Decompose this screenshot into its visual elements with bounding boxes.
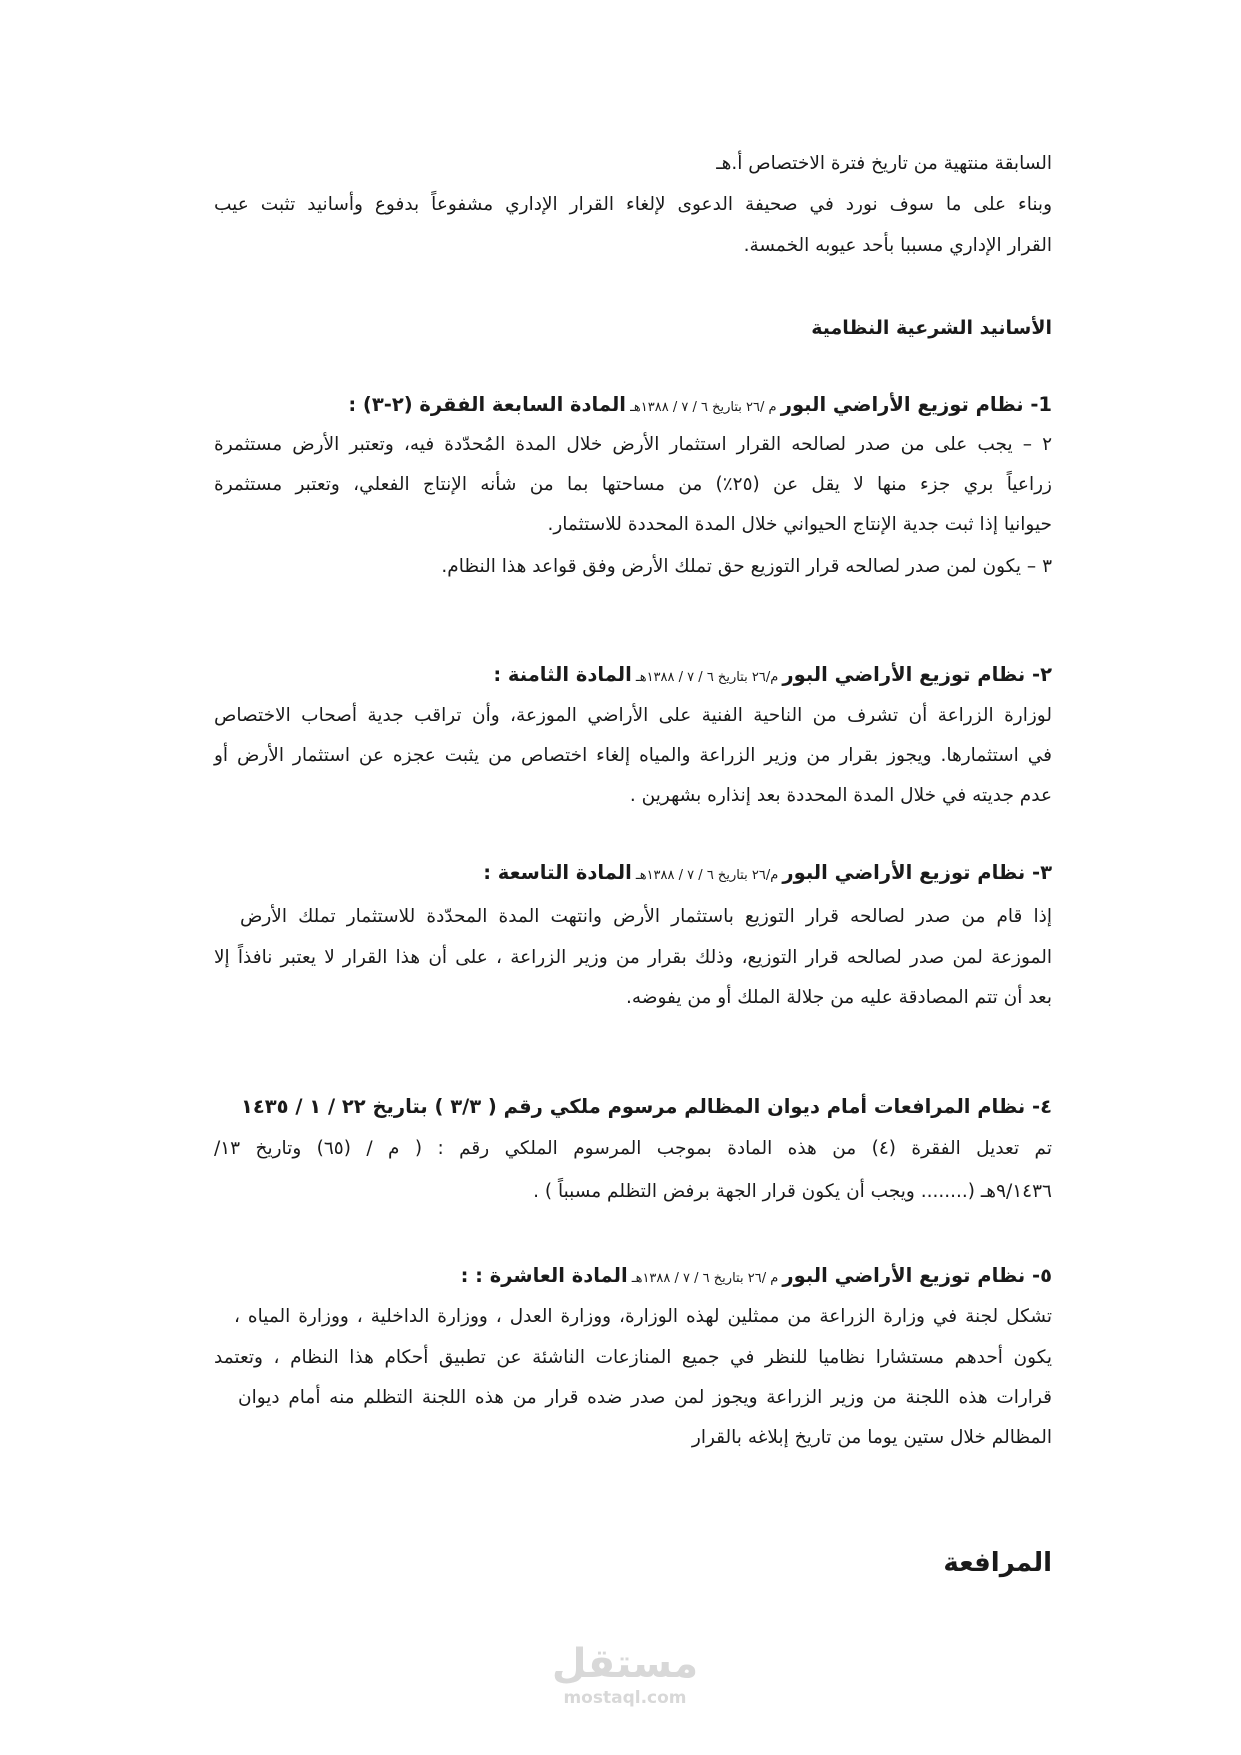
pleading-heading: المرافعة	[943, 1548, 1052, 1578]
section-title: ٤- نظام المرافعات أمام ديوان المظالم مرسوم ملكي رقم ( ٣/٣ ) بتاريخ ٢٢ / ١ / ١٤٣٥	[240, 1095, 1052, 1118]
text-line: زراعياً بري جزء منها لا يقل عن (٢٥٪) من مساحتها بما من شأنه الإنتاج الفعلي، وتعتبر مستثمرة	[214, 474, 1052, 495]
text-line: المظالم خلال ستين يوما من تاريخ إبلاغه بالقرار	[691, 1427, 1052, 1448]
text-line: ٣ – يكون لمن صدر لصالحه قرار التوزيع حق تملك الأرض وفق قواعد هذا النظام.	[441, 556, 1052, 577]
text-line: في استثمارها. ويجوز بقرار من وزير الزراعة والمياه إلغاء اختصاص من يثبت عجزه عن استثمار الأرض أو	[214, 745, 1052, 766]
text-line: تم تعديل الفقرة (٤) من هذه المادة بموجب المرسوم الملكي رقم : ( م / (٦٥) وتاريخ ١٣/	[214, 1138, 1052, 1159]
text-line: وبناء على ما سوف نورد في صحيفة الدعوى لإلغاء القرار الإداري مشفوعاً بدفوع وأسانيد تثبت عيب	[214, 194, 1052, 215]
text-line: الموزعة لمن صدر لصالحه قرار التوزيع، وذلك بقرار من وزير الزراعة ، على أن هذا القرار لا يعتبر نافذاً إلا	[214, 947, 1052, 968]
text-line: السابقة منتهية من تاريخ فترة الاختصاص أ.هـ	[716, 153, 1052, 174]
watermark-arabic: مستقل	[551, 1641, 699, 1687]
section-title: 1- نظام توزيع الأراضي البور	[780, 393, 1052, 416]
section-header	[214, 655, 1052, 695]
text-line: قرارات هذه اللجنة من وزير الزراعة ويجوز لمن صدر ضده قرار من هذه اللجنة التظلم منه أمام ديوان	[238, 1387, 1052, 1408]
text-line: إذا قام من صدر لصالحه قرار التوزيع باستثمار الأرض وانتهت المدة المحدّدة للاستثمار تملك الأرض	[240, 906, 1052, 927]
text-line: القرار الإداري مسببا بأحد عيوبه الخمسة.	[743, 235, 1052, 256]
article-label: المادة الثامنة :	[493, 663, 632, 686]
article-label: المادة العاشرة : :	[460, 1264, 628, 1287]
text-line: ٩/١٤٣٦هـ (........ ويجب أن يكون قرار الجهة برفض التظلم مسبباً ) .	[533, 1181, 1052, 1202]
law-reference: م/٢٦ بتاريخ ٦ / ٧ / ١٣٨٨هـ	[631, 670, 783, 685]
text-line: عدم جديته في خلال المدة المحددة بعد إنذاره بشهرين .	[629, 785, 1052, 806]
article-label: المادة السابعة الفقرة (٢-٣) :	[348, 393, 626, 416]
watermark-latin: mostaql.com	[563, 1688, 687, 1708]
mostaql-watermark-logo	[540, 1640, 710, 1708]
section-header	[214, 385, 1052, 425]
section-header	[214, 853, 1052, 893]
text-line: ٢ – يجب على من صدر لصالحه القرار استثمار الأرض خلال المدة المُحدّدة فيه، وتعتبر الأرض مستثمرة	[214, 434, 1052, 455]
text-line: بعد أن تتم المصادقة عليه من جلالة الملك أو من يفوضه.	[625, 987, 1052, 1008]
section-header	[214, 1256, 1052, 1296]
section-title: ٢- نظام توزيع الأراضي البور	[782, 663, 1052, 686]
text-line: لوزارة الزراعة أن تشرف من الناحية الفنية على الأراضي الموزعة، وأن تراقب جدية أصحاب الاختصاص	[214, 705, 1052, 726]
law-reference: م /٢٦ بتاريخ ٦ / ٧ / ١٣٨٨هـ	[625, 400, 781, 415]
section-title: ٥- نظام توزيع الأراضي البور	[782, 1264, 1052, 1287]
text-line: تشكل لجنة في وزارة الزراعة من ممثلين لهذه الوزارة، ووزارة العدل ، ووزارة الداخلية ، ووزارة المياه ،	[234, 1306, 1052, 1327]
law-reference: م/٢٦ بتاريخ ٦ / ٧ / ١٣٨٨هـ	[631, 868, 783, 883]
text-line: حيوانيا إذا ثبت جدية الإنتاج الحيواني خلال المدة المحددة للاستثمار.	[547, 514, 1052, 535]
law-reference: م /٢٦ بتاريخ ٦ / ٧ / ١٣٨٨هـ	[627, 1271, 783, 1286]
legal-basis-heading: الأسانيد الشرعية النظامية	[811, 317, 1052, 339]
section-title: ٣- نظام توزيع الأراضي البور	[782, 861, 1052, 884]
article-label: المادة التاسعة :	[483, 861, 632, 884]
section-header	[214, 1087, 1052, 1127]
text-line: يكون أحدهم مستشارا نظاميا للنظر في جميع المنازعات الناشئة عن تطبيق أحكام هذا النظام ، وتعتمد	[214, 1347, 1052, 1368]
